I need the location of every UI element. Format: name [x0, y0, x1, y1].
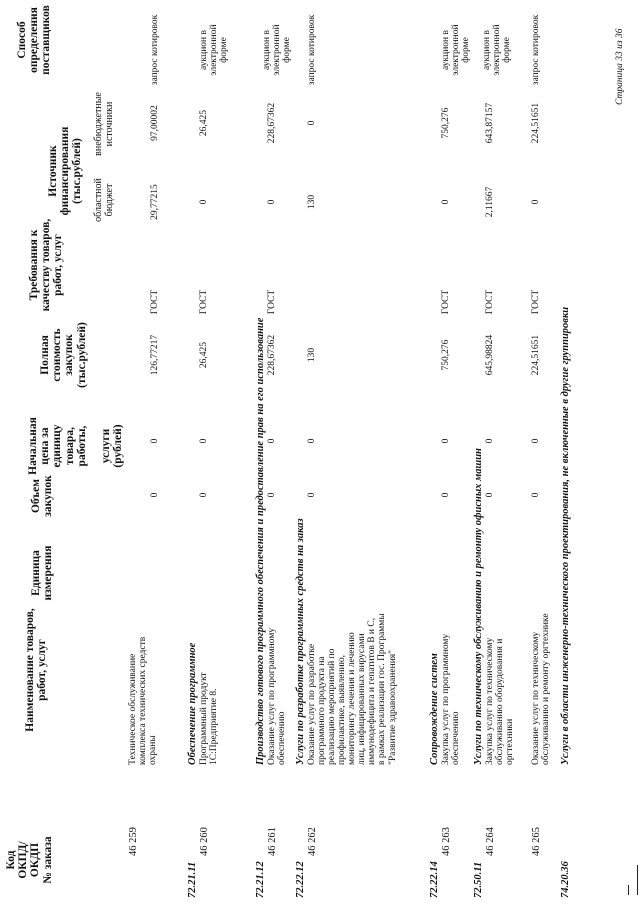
row-total: 26,425 [199, 341, 209, 369]
row-volume: 0 [307, 492, 317, 498]
row-price: 0 [531, 438, 541, 444]
row-total: 750,276 [441, 339, 451, 371]
header-unit: Единица измерения [30, 545, 55, 601]
section-code: 74.20.36 [560, 861, 571, 898]
row-req: ГОСТ [267, 289, 277, 315]
row-budget: 0 [267, 199, 277, 205]
row-budget: 0 [441, 199, 451, 205]
header-name: Наименование товаров, работ, услуг [24, 608, 49, 732]
row-number: 46 262 [307, 827, 318, 856]
row-price: 0 [485, 438, 495, 444]
row-total: 224,51651 [531, 334, 541, 376]
row-price: 0 [150, 438, 160, 444]
row-name: Оказание услуг по разработке программного продукта на реализацию мероприятий по профилактике, выявлению, мониторингу лечения и лечению лиц, инфицированных вирусами иммунодефицита и гепатитов В и С, в рамках реализации гос. Программы "Развитие здравоохранения" [307, 613, 398, 765]
row-budget: 130 [307, 194, 317, 210]
section-code: 72.21.11 [187, 861, 198, 898]
row-extra: 750,276 [441, 107, 451, 139]
row-extra: 97,00002 [150, 105, 160, 141]
row-budget: 2,11667 [485, 186, 495, 218]
row-number: 46 264 [485, 827, 496, 856]
row-extra: 224,51651 [531, 102, 541, 144]
section-title: Производство готового программного обеспечения и предоставление прав на его использование [255, 317, 266, 765]
scan-mark [637, 865, 638, 895]
section-code: 72.22.12 [295, 861, 306, 898]
row-name: Оказание услуг по техническому обслуживанию и ремонту оргтехнике [531, 613, 552, 765]
row-extra: 0 [307, 120, 317, 126]
row-number: 46 261 [267, 827, 278, 856]
header-init-price: Начальная цена за единицу товара, работы, услуги (рублей) [27, 417, 125, 475]
header-funding-extra: внебюджетные источники [93, 92, 115, 156]
row-method: запрос котировок [531, 14, 541, 86]
section-code: 72.21.12 [255, 861, 266, 898]
row-method: запрос котировок [150, 14, 160, 86]
row-price: 0 [307, 438, 317, 444]
row-extra: 26,425 [199, 109, 209, 137]
page-number: Страница 33 из 36 [615, 28, 625, 105]
row-total: 130 [307, 347, 317, 363]
row-name: Закупка услуг по техническому обслуживанию оборудования и оргтехники [485, 637, 516, 765]
row-volume: 0 [150, 492, 160, 498]
header-volume: Объем закупок [30, 475, 55, 517]
row-total: 126,77217 [150, 334, 160, 376]
row-extra: 643,87157 [485, 102, 495, 144]
row-volume: 0 [441, 492, 451, 498]
row-number: 46 259 [128, 827, 139, 856]
section-title: Сопровождение систем [429, 653, 440, 765]
header-requirements: Требования к качеству товаров, работ, услуг [28, 218, 65, 312]
row-name: Программный продукт 1С:Предприятие 8. [199, 672, 220, 765]
row-req: ГОСТ [150, 289, 160, 315]
row-method: запрос котировок [307, 14, 317, 86]
row-name: Оказание услуг по программному обеспечению [267, 627, 288, 765]
row-volume: 0 [199, 492, 209, 498]
row-number: 46 260 [199, 827, 210, 856]
row-budget: 0 [531, 199, 541, 205]
section-code: 72.22.14 [429, 861, 440, 898]
row-price: 0 [441, 438, 451, 444]
section-code: 72.50.11 [473, 861, 484, 898]
row-req: ГОСТ [485, 289, 495, 315]
row-total: 645,98824 [485, 334, 495, 376]
row-name: Техническое обслуживание комплекса технических средств охраны [128, 636, 159, 765]
row-total: 228,67362 [267, 334, 277, 376]
header-method: Способ определения поставщиков [16, 5, 53, 75]
row-method: аукцион в электронной форме [199, 24, 230, 76]
header-code: Код ОКПД/ ОКДП № заказа [5, 836, 54, 884]
section-title: Услуги по техническому обслуживанию и ремонту офисных машин [473, 448, 484, 765]
section-title: Услуги в области инженерно-технического проектирования, не включенные в другие группировки [560, 306, 571, 765]
row-budget: 0 [199, 199, 209, 205]
row-method: аукцион в электронной форме [441, 24, 472, 76]
row-budget: 29,77215 [150, 184, 160, 220]
row-method: аукцион в электронной форме [482, 24, 513, 76]
row-method: аукцион в электронной форме [262, 24, 293, 76]
scan-mark [628, 885, 629, 895]
row-req: ГОСТ [531, 289, 541, 315]
section-title: Обеспечение программное [187, 642, 198, 765]
section-title: Услуги по разработке программных средств на заказ [295, 518, 306, 765]
row-number: 46 263 [441, 827, 452, 856]
row-volume: 0 [267, 492, 277, 498]
row-volume: 0 [485, 492, 495, 498]
header-funding: Источник финансирования (тыс.рублей) [47, 126, 84, 216]
header-full-cost: Полная стоимость закупок (тыс.рублей) [39, 322, 88, 388]
row-req: ГОСТ [199, 289, 209, 315]
row-extra: 228,67362 [267, 102, 277, 144]
row-name: Закупка услуг по программному обеспечению [441, 633, 462, 765]
row-price: 0 [199, 438, 209, 444]
row-req: ГОСТ [441, 289, 451, 315]
row-price: 0 [267, 438, 277, 444]
row-number: 46 265 [531, 827, 542, 856]
header-funding-regional: областной бюджет [93, 178, 115, 222]
row-volume: 0 [531, 492, 541, 498]
